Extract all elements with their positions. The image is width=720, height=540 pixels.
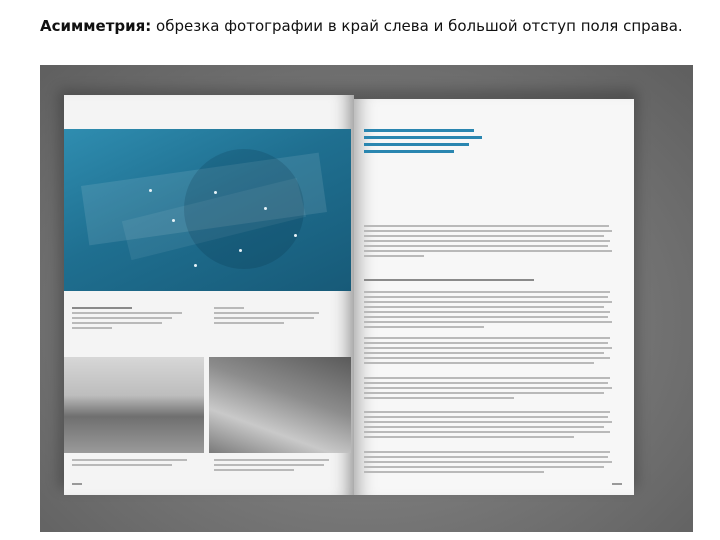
magazine-spread-photo: [40, 65, 693, 532]
bw-photo-parking: [64, 357, 204, 453]
body-paragraph-6: [364, 411, 614, 441]
caption-text: обрезка фотографии в край слева и большой отступ поля справа.: [151, 17, 683, 35]
body-paragraph-1: [364, 225, 614, 260]
left-page: [64, 95, 354, 495]
bw-caption-left: [72, 459, 192, 469]
photo-caption-left: [72, 307, 192, 332]
blue-aerial-photo: [64, 129, 351, 291]
body-paragraph-3: [364, 291, 614, 331]
bw-photo-structure: [209, 357, 351, 453]
photo-caption-right: [214, 307, 334, 327]
body-paragraph-7: [364, 451, 614, 476]
right-folio: [612, 483, 622, 485]
right-page: [354, 99, 634, 495]
body-paragraph-2: [364, 279, 614, 284]
bw-caption-right: [214, 459, 334, 474]
body-paragraph-4: [364, 337, 614, 367]
right-headline: [364, 129, 484, 157]
body-paragraph-5: [364, 377, 614, 402]
left-folio: [72, 483, 82, 485]
caption-title: Асимметрия:: [40, 17, 152, 35]
slide-caption: [40, 14, 690, 38]
